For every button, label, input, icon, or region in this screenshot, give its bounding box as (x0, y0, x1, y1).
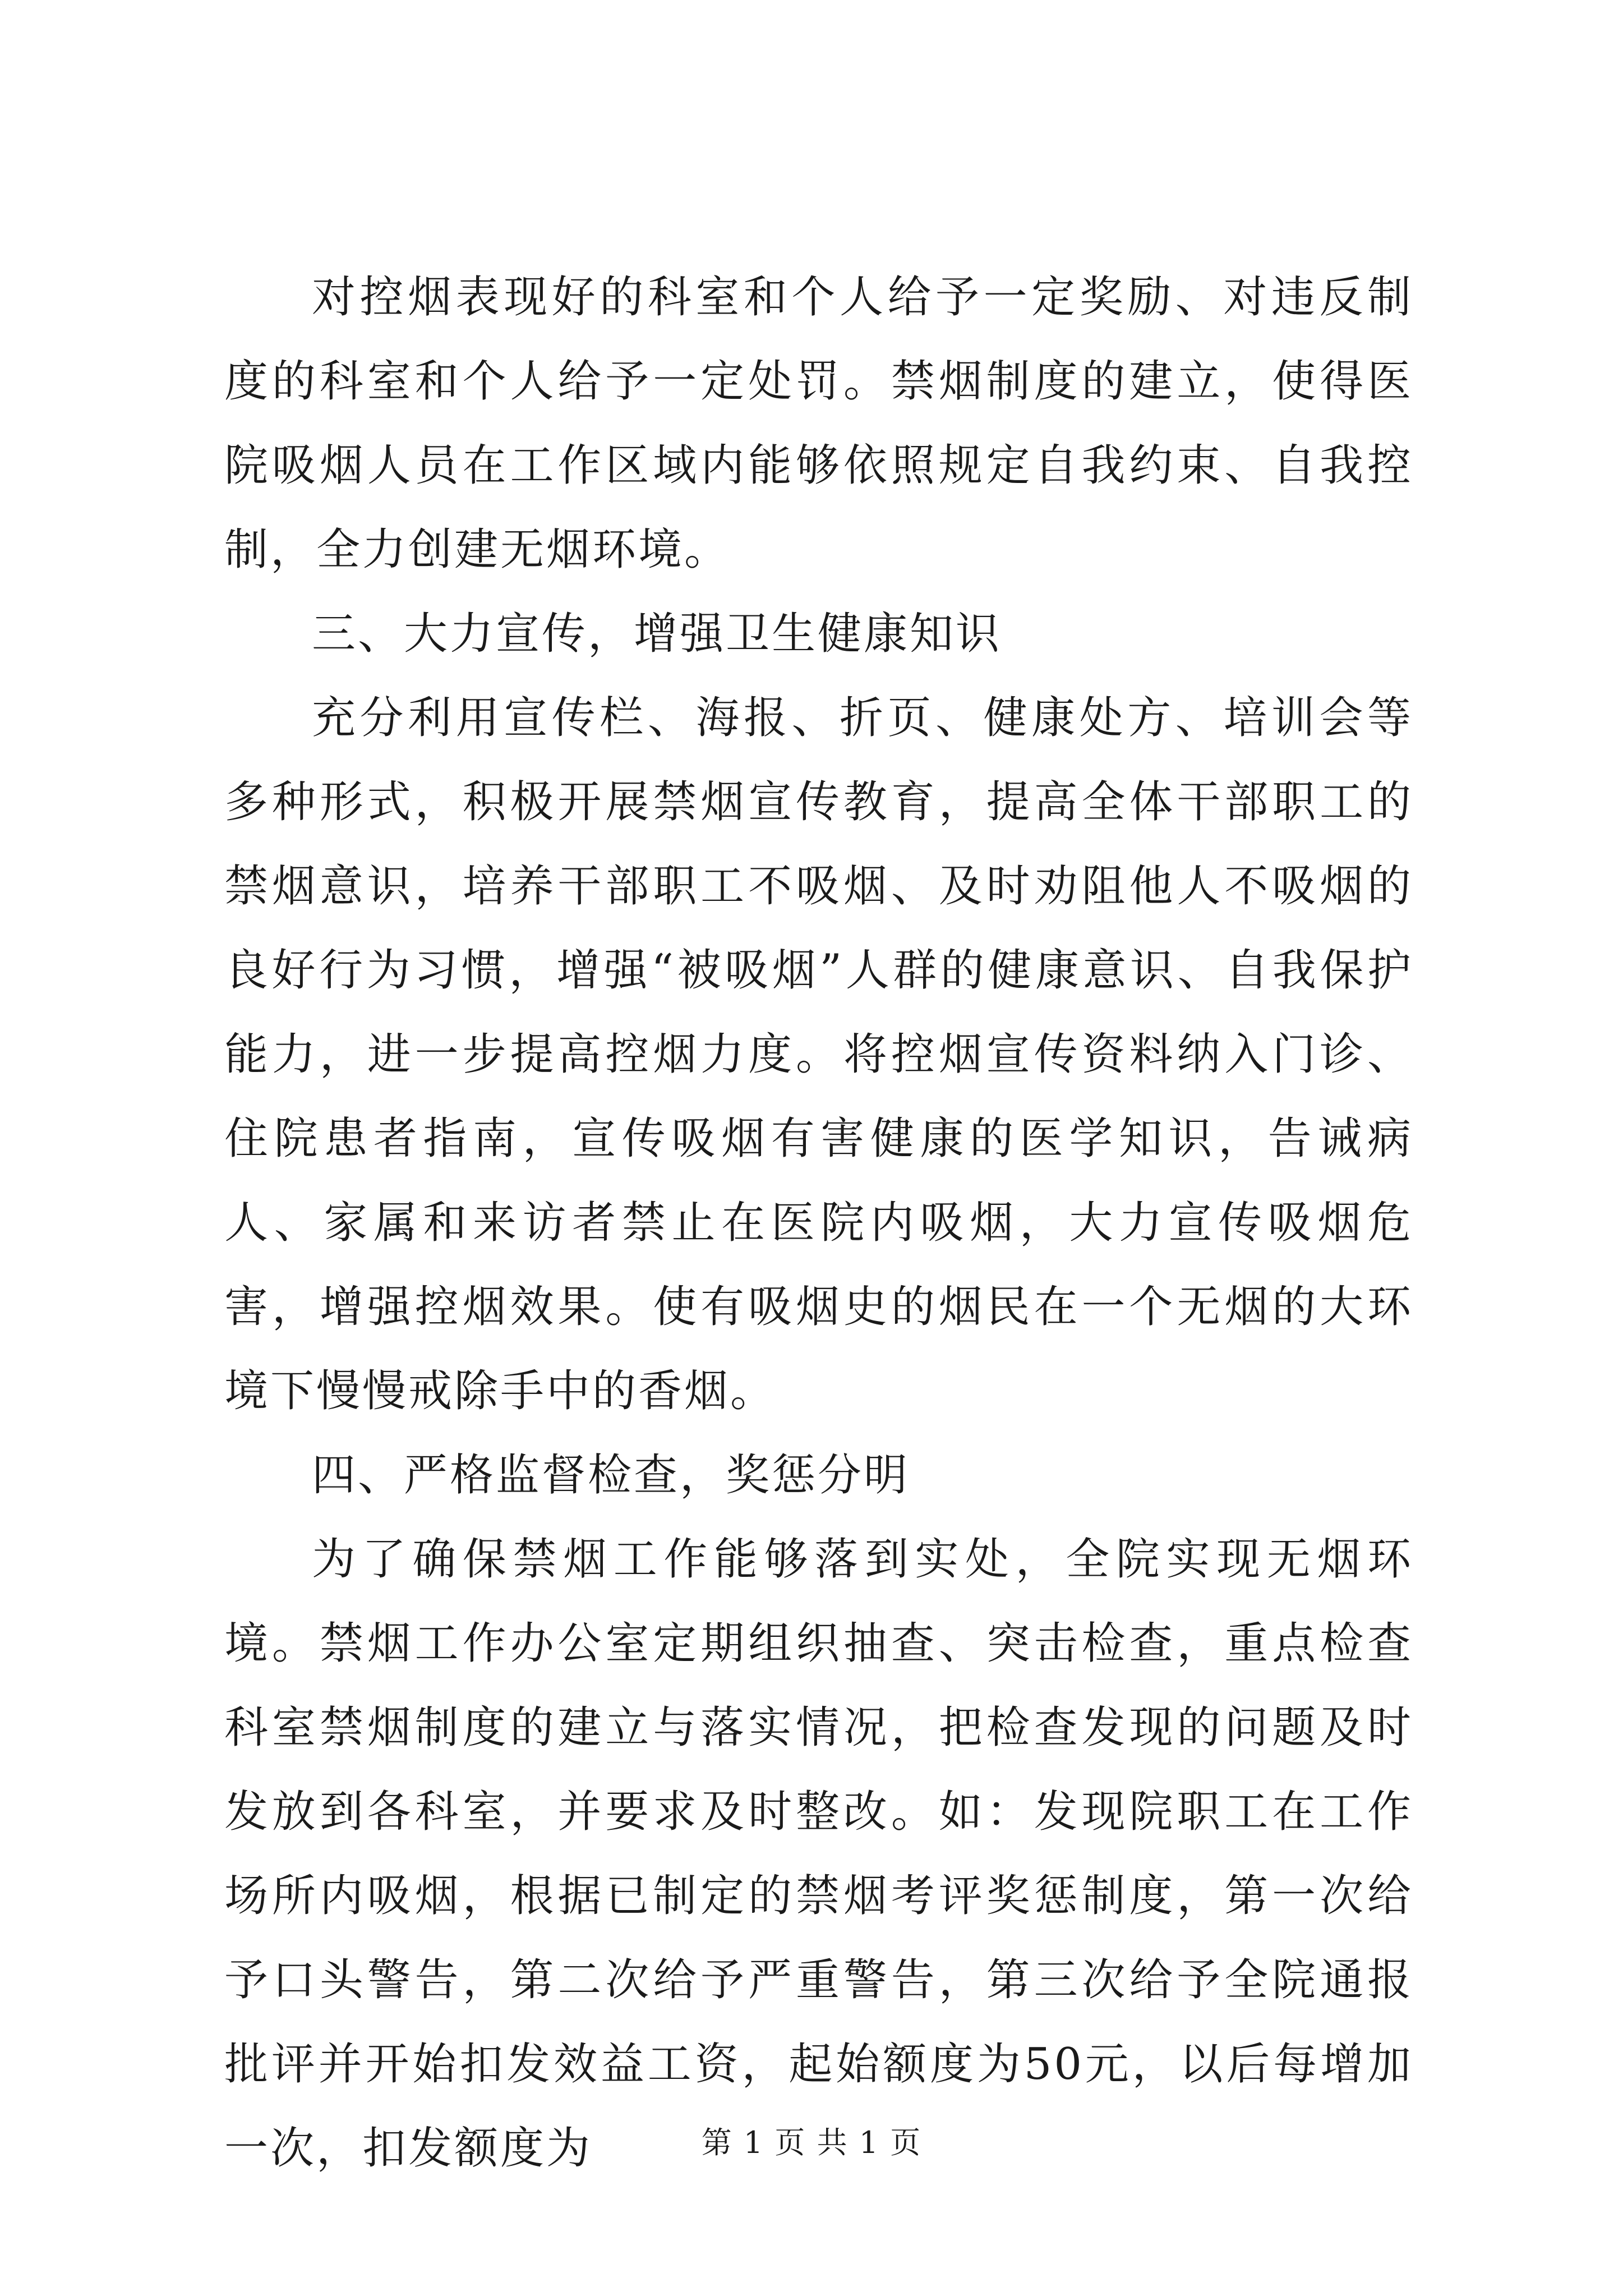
page-footer: 第 1 页 共 1 页 (701, 2125, 922, 2160)
paragraph-supervision: 为了确保禁烟工作能够落到实处，全院实现无烟环境。禁烟工作办公室定期组织抽查、突击检查，重点检查科室禁烟制度的建立与落实情况，把检查发现的问题及时发放到各科室，并要求及时整改。如：发现院职工在工作场所内吸烟，根据已制定的禁烟考评奖惩制度，第一次给予口头警告，第二次给予严重警告，第三次给予全院通报批评并开始扣发效益工资，起始额度为50元，以后每增加一次，扣发额度为 (224, 1534, 1413, 2174)
paragraph-rewards-penalties: 对控烟表现好的科室和个人给予一定奖励、对违反制度的科室和个人给予一定处罚。禁烟制度的建立，使得医院吸烟人员在工作区域内能够依照规定自我约束、自我控制，全力创建无烟环境。 (224, 272, 1413, 575)
document-body (224, 255, 1413, 2191)
paragraph-publicity: 充分利用宣传栏、海报、折页、健康处方、培训会等多种形式，积极开展禁烟宣传教育，提高全体干部职工的禁烟意识，培养干部职工不吸烟、及时劝阻他人不吸烟的良好行为习惯，增强“被吸烟”人群的健康意识、自我保护能力，进一步提高控烟力度。将控烟宣传资料纳入门诊、住院患者指南，宣传吸烟有害健康的医学知识，告诫病人、家属和来访者禁止在医院内吸烟，大力宣传吸烟危害，增强控烟效果。使有吸烟史的烟民在一个无烟的大环境下慢慢戒除手中的香烟。 (224, 693, 1413, 1416)
section-heading-3: 三、大力宣传，增强卫生健康知识 (312, 609, 1002, 659)
section-heading-4: 四、严格监督检查，奖惩分明 (312, 1450, 910, 1501)
